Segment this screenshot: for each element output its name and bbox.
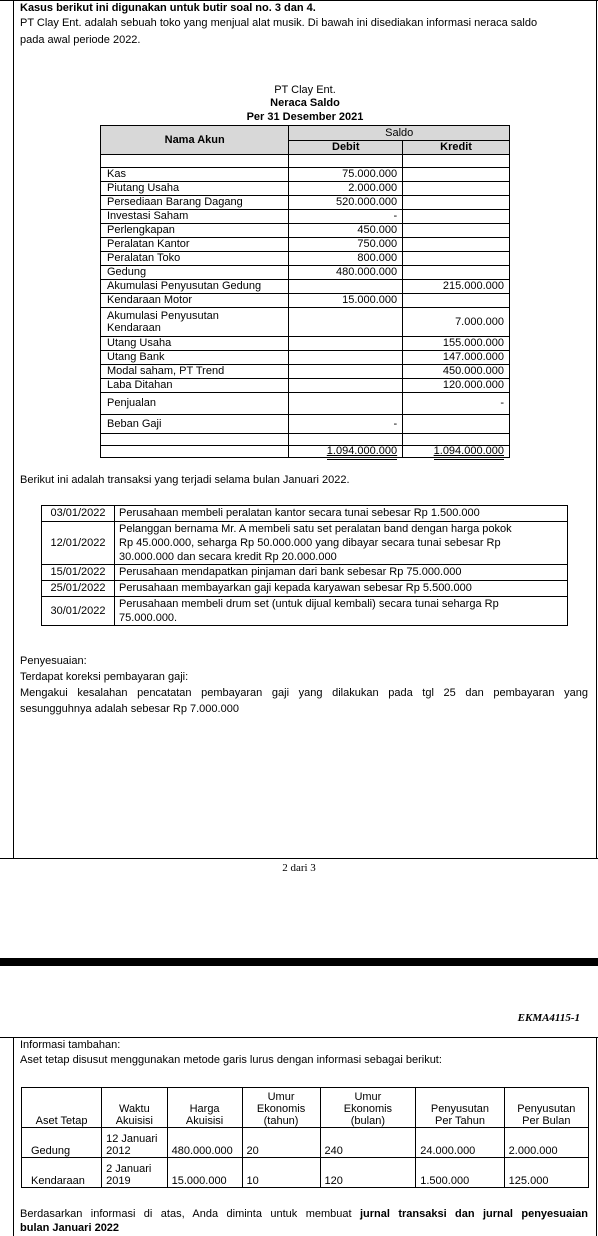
- debit-value: 450.000: [289, 224, 403, 238]
- asset-years: 10: [242, 1158, 320, 1188]
- credit-value: [403, 238, 510, 252]
- credit-value: [403, 294, 510, 308]
- asset-header-cell: [167, 1088, 242, 1128]
- asset-per-year: 1.500.000: [416, 1158, 504, 1188]
- page2-left-border: [13, 1037, 14, 1236]
- asset-years: 20: [242, 1128, 320, 1158]
- adjustment-heading: Penyesuaian:: [20, 655, 87, 667]
- account-name: Persediaan Barang Dagang: [101, 196, 289, 210]
- header-line: Akuisisi: [115, 1115, 153, 1127]
- transaction-row: [42, 597, 568, 626]
- intro-text-line1: PT Clay Ent. adalah sebuah toko yang menjual alat musik. Di bawah ini disediakan informasi neraca saldo: [20, 17, 538, 29]
- table-row: [101, 294, 510, 308]
- account-name: Kas: [101, 168, 289, 182]
- table-row: [101, 434, 510, 446]
- company-name: PT Clay Ent.: [274, 84, 336, 96]
- course-code: EKMA4115-1: [517, 1012, 580, 1024]
- account-name: Modal saham, PT Trend: [101, 365, 289, 379]
- table-row: [101, 210, 510, 224]
- credit-value: 120.000.000: [403, 379, 510, 393]
- credit-value: [403, 168, 510, 182]
- transaction-row: [42, 506, 568, 522]
- account-name: Investasi Saham: [101, 210, 289, 224]
- header-line: Ekonomis: [256, 1103, 306, 1115]
- acquisition-date: [102, 1128, 168, 1158]
- asset-row: [22, 1158, 589, 1188]
- transaction-date: 30/01/2022: [42, 597, 115, 626]
- transaction-description: [115, 581, 568, 597]
- table-row: [101, 415, 510, 434]
- credit-value: [403, 182, 510, 196]
- spacer-cell: [101, 155, 289, 168]
- description-line: Perusahaan membeli drum set (untuk dijual kembali) secara tunai seharga Rp: [119, 598, 499, 610]
- info-line: Aset tetap disusut menggunakan metode garis lurus dengan informasi sebagai berikut:: [20, 1054, 442, 1066]
- table-row: [101, 393, 510, 415]
- header-line: (bulan): [350, 1115, 386, 1127]
- page-top-border: [0, 0, 598, 1]
- header-line: Penyusutan: [430, 1103, 490, 1115]
- debit-value: [289, 308, 403, 337]
- debit-value: [289, 280, 403, 294]
- account-name: Kendaraan Motor: [101, 294, 289, 308]
- account-name-line: Kendaraan: [107, 322, 161, 334]
- transaction-row: [42, 565, 568, 581]
- header-line: (tahun): [263, 1115, 299, 1127]
- spacer-cell: [403, 155, 510, 168]
- asset-table: [21, 1087, 589, 1188]
- header-line: Aset Tetap: [35, 1115, 88, 1127]
- table-row: [101, 252, 510, 266]
- page-right-border: [596, 0, 597, 859]
- description-line: 75.000.000.: [119, 612, 178, 624]
- transaction-row: [42, 522, 568, 565]
- asset-header-cell: [102, 1088, 168, 1128]
- acquisition-date-line: 2012: [106, 1145, 131, 1157]
- page-left-border: [13, 0, 14, 859]
- transaction-date: 15/01/2022: [42, 565, 115, 581]
- header-credit: Kredit: [403, 141, 510, 155]
- table-row: [101, 168, 510, 182]
- account-name: Laba Ditahan: [101, 379, 289, 393]
- description-line: Perusahaan membayarkan gaji kepada karyawan sebesar Rp 5.500.000: [119, 582, 472, 594]
- asset-price: 15.000.000: [167, 1158, 242, 1188]
- credit-value: [403, 266, 510, 280]
- intro-text-line2: pada awal periode 2022.: [20, 34, 141, 46]
- table-row: [101, 266, 510, 280]
- debit-value: -: [289, 415, 403, 434]
- transaction-description: [115, 565, 568, 581]
- transaction-description: [115, 597, 568, 626]
- account-name: Utang Bank: [101, 351, 289, 365]
- table-row: [101, 182, 510, 196]
- info-heading: Informasi tambahan:: [20, 1039, 121, 1051]
- debit-value: -: [289, 210, 403, 224]
- table-row: [101, 379, 510, 393]
- debit-value: 15.000.000: [289, 294, 403, 308]
- table-row: [101, 337, 510, 351]
- transaction-date: 03/01/2022: [42, 506, 115, 522]
- total-value: 1.094.000.000: [327, 445, 397, 460]
- trial-balance-table: [100, 125, 510, 458]
- header-line: Per Tahun: [434, 1115, 485, 1127]
- debit-value: [289, 379, 403, 393]
- header-line: Ekonomis: [343, 1103, 393, 1115]
- asset-per-year: 24.000.000: [416, 1128, 504, 1158]
- header-line: Waktu: [118, 1103, 150, 1115]
- asset-row: [22, 1128, 589, 1158]
- total-value: 1.094.000.000: [434, 445, 504, 460]
- spacer-cell: [289, 155, 403, 168]
- debit-value: 750.000: [289, 238, 403, 252]
- credit-value: 147.000.000: [403, 351, 510, 365]
- account-name: Peralatan Kantor: [101, 238, 289, 252]
- credit-value: [403, 196, 510, 210]
- table-row: [101, 196, 510, 210]
- account-name: Gedung: [101, 266, 289, 280]
- account-name: Perlengkapan: [101, 224, 289, 238]
- asset-header-cell: [22, 1088, 102, 1128]
- description-line: Pelanggan bernama Mr. A membeli satu set peralatan band dengan harga pokok: [119, 523, 512, 535]
- final-instruction-line1: [20, 1208, 588, 1221]
- acquisition-date-line: 2 Januari: [106, 1163, 152, 1175]
- transaction-date: 25/01/2022: [42, 581, 115, 597]
- table-row: [101, 365, 510, 379]
- account-name-line: Akumulasi Penyusutan: [107, 310, 219, 322]
- total-row: [101, 446, 510, 458]
- header-line: Penyusutan: [517, 1103, 576, 1115]
- debit-value: [289, 393, 403, 415]
- debit-value: [289, 337, 403, 351]
- spacer-cell: [403, 434, 510, 446]
- transactions-intro: Berikut ini adalah transaksi yang terjadi selama bulan Januari 2022.: [20, 474, 350, 486]
- page2-top-border: [0, 1037, 598, 1038]
- debit-value: [289, 351, 403, 365]
- page2-right-border: [596, 1037, 597, 1236]
- transactions-table: [41, 505, 568, 626]
- acquisition-date-line: 2019: [106, 1175, 131, 1187]
- asset-header-cell: [320, 1088, 416, 1128]
- credit-value: 450.000.000: [403, 365, 510, 379]
- asset-price: 480.000.000: [167, 1128, 242, 1158]
- credit-value: 215.000.000: [403, 280, 510, 294]
- page-separator: [0, 958, 598, 966]
- description-line: Perusahaan mendapatkan pinjaman dari bank sebesar Rp 75.000.000: [119, 566, 462, 578]
- credit-value: [403, 210, 510, 224]
- debit-value: [289, 365, 403, 379]
- account-name: Piutang Usaha: [101, 182, 289, 196]
- description-line: Rp 45.000.000, seharga Rp 50.000.000 yang dibayar secara tunai sebesar Rp: [119, 537, 501, 549]
- total-debit: [289, 446, 403, 458]
- debit-value: 480.000.000: [289, 266, 403, 280]
- transaction-description: [115, 522, 568, 565]
- final-instruction-text: Berdasarkan informasi di atas, Anda diminta untuk membuat: [20, 1208, 360, 1220]
- report-title: Neraca Saldo: [270, 97, 340, 109]
- debit-value: 800.000: [289, 252, 403, 266]
- transaction-date: 12/01/2022: [42, 522, 115, 565]
- account-name: Peralatan Toko: [101, 252, 289, 266]
- acquisition-date: [102, 1158, 168, 1188]
- table-row: [101, 224, 510, 238]
- asset-header-cell: [504, 1088, 588, 1128]
- asset-name: Kendaraan: [22, 1158, 102, 1188]
- header-balance: Saldo: [289, 126, 510, 141]
- debit-value: 75.000.000: [289, 168, 403, 182]
- table-row: [101, 351, 510, 365]
- total-label-cell: [101, 446, 289, 458]
- final-instruction-line2: bulan Januari 2022: [20, 1222, 120, 1234]
- page-bottom-border: [0, 858, 598, 859]
- adjustment-line1: Terdapat koreksi pembayaran gaji:: [20, 671, 189, 683]
- credit-value: -: [403, 393, 510, 415]
- header-line: Harga: [189, 1103, 220, 1115]
- header-line: Akuisisi: [185, 1115, 224, 1127]
- header-account: Nama Akun: [101, 126, 289, 155]
- total-credit: [403, 446, 510, 458]
- asset-per-month: 125.000: [504, 1158, 588, 1188]
- credit-value: [403, 415, 510, 434]
- header-line: Umur: [267, 1091, 295, 1103]
- credit-value: 7.000.000: [403, 308, 510, 337]
- adjustment-line2: Mengakui kesalahan pencatatan pembayaran gaji yang dilakukan pada tgl 25 dan pembayaran yang: [20, 687, 588, 699]
- header-debit: Debit: [289, 141, 403, 155]
- acquisition-date-line: 12 Januari: [106, 1133, 158, 1145]
- account-name: Beban Gaji: [101, 415, 289, 434]
- debit-value: 2.000.000: [289, 182, 403, 196]
- account-name: Utang Usaha: [101, 337, 289, 351]
- table-row: [101, 280, 510, 294]
- transaction-row: [42, 581, 568, 597]
- table-row: [101, 238, 510, 252]
- credit-value: 155.000.000: [403, 337, 510, 351]
- asset-header-cell: [416, 1088, 504, 1128]
- account-name: Penjualan: [101, 393, 289, 415]
- final-instruction-bold: jurnal transaksi dan jurnal penyesuaian: [359, 1208, 588, 1220]
- account-name: Akumulasi Penyusutan Gedung: [101, 280, 289, 294]
- adjustment-line3: sesungguhnya adalah sebesar Rp 7.000.000: [20, 703, 239, 715]
- report-date: Per 31 Desember 2021: [246, 111, 364, 123]
- spacer-cell: [289, 434, 403, 446]
- asset-months: 240: [320, 1128, 416, 1158]
- credit-value: [403, 252, 510, 266]
- page-number: 2 dari 3: [282, 862, 316, 874]
- description-line: 30.000.000 dan secara kredit Rp 20.000.000: [119, 551, 337, 563]
- credit-value: [403, 224, 510, 238]
- asset-per-month: 2.000.000: [504, 1128, 588, 1158]
- account-name: [101, 308, 289, 337]
- spacer-cell: [101, 434, 289, 446]
- transaction-description: [115, 506, 568, 522]
- description-line: Perusahaan membeli peralatan kantor secara tunai sebesar Rp 1.500.000: [119, 507, 480, 519]
- debit-value: 520.000.000: [289, 196, 403, 210]
- asset-name: Gedung: [22, 1128, 102, 1158]
- asset-months: 120: [320, 1158, 416, 1188]
- asset-header-cell: [242, 1088, 320, 1128]
- case-heading: Kasus berikut ini digunakan untuk butir soal no. 3 dan 4.: [20, 2, 316, 14]
- header-line: Umur: [354, 1091, 382, 1103]
- header-line: Per Bulan: [522, 1115, 571, 1127]
- table-row: [101, 308, 510, 337]
